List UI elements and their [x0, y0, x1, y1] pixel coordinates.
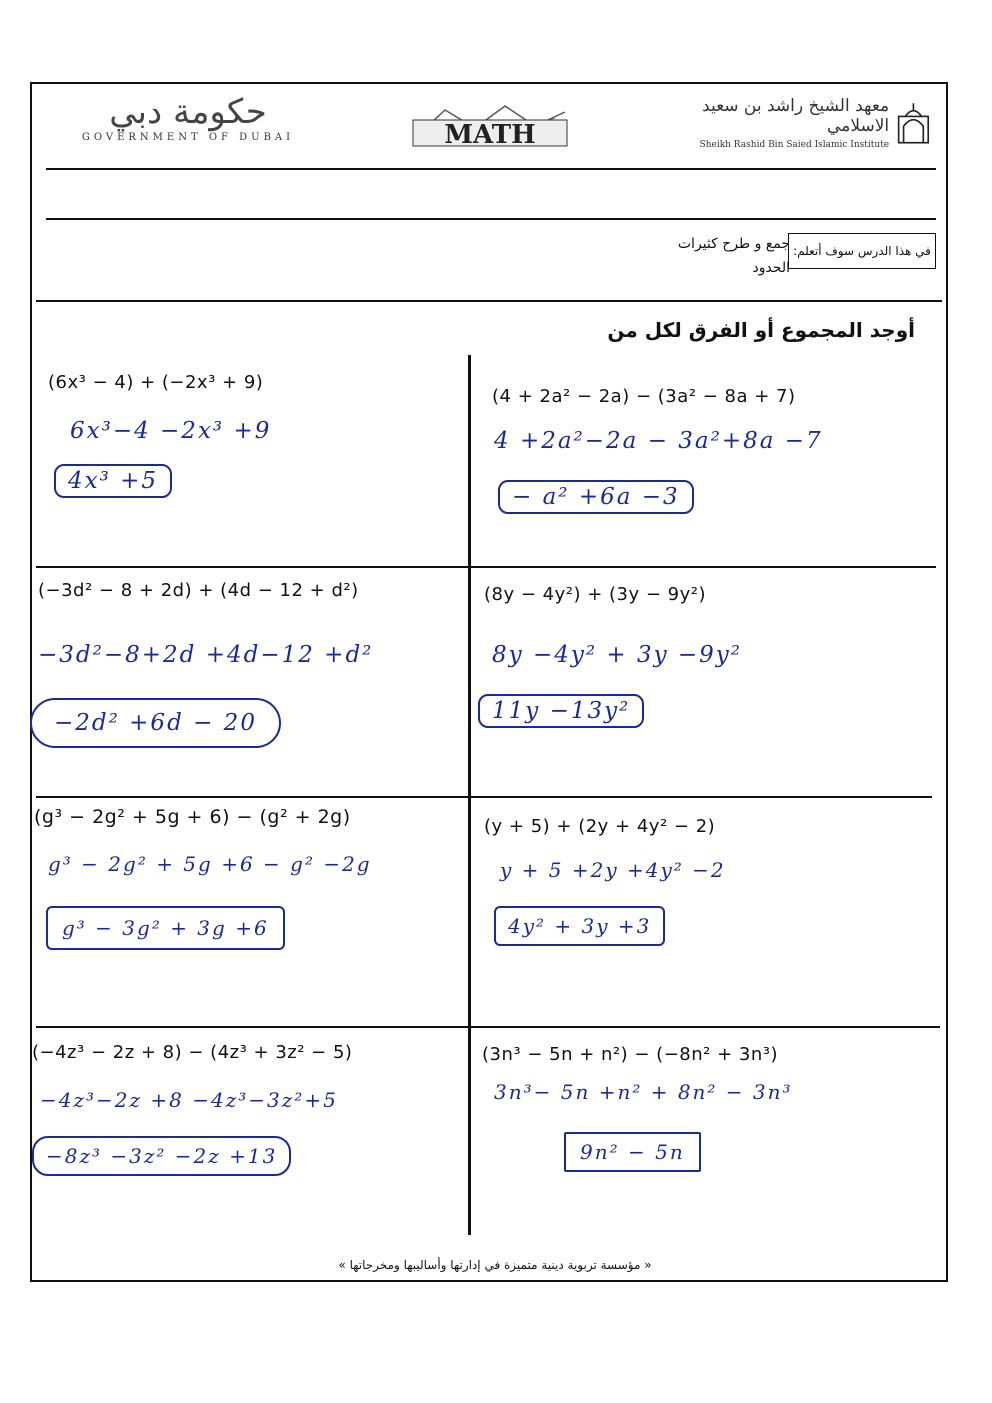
lesson-rule [36, 300, 942, 302]
problem-5-work: g³ − 2g² + 5g +6 − g² −2g [48, 852, 372, 876]
left-logo-english: GOVERNMENT OF DUBAI [81, 132, 295, 143]
problem-3-expression: (−3d² − 8 + 2d) + (4d − 12 + d²) [38, 580, 359, 601]
grid-row-divider-2 [36, 796, 932, 798]
problem-2-answer: − a² +6a −3 [498, 480, 694, 514]
problem-5-expression: (g³ − 2g² + 5g + 6) − (g² + 2g) [34, 806, 351, 828]
lesson-topic-line1: جمع و طرح كثيرات [677, 236, 790, 252]
right-logo-arabic: معهد الشيخ راشد بن سعيد الاسلامي [702, 96, 890, 136]
footer-motto: « مؤسسة تربوية دينية متميزة في إدارتها وأساليبها ومخرجاتها » [338, 1258, 652, 1272]
mosque-icon [897, 97, 930, 149]
problem-4-work: 8y −4y² + 3y −9y² [492, 642, 743, 668]
problem-6-expression: (y + 5) + (2y + 4y² − 2) [484, 816, 716, 837]
problem-7-expression: (−4z³ − 2z + 8) − (4z³ + 3z² − 5) [32, 1042, 353, 1063]
grid-row-divider-3 [36, 1026, 940, 1028]
problem-8-work: 3n³− 5n +n² + 8n² − 3n³ [494, 1080, 793, 1104]
problem-7-work: −4z³−2z +8 −4z³−3z²+5 [40, 1088, 338, 1112]
instruction-heading: أوجد المجموع أو الفرق لكل من [607, 318, 915, 342]
problem-4-answer: 11y −13y² [478, 694, 644, 728]
grid-vertical-divider [468, 355, 471, 1235]
math-logo-text: MATH [444, 120, 536, 150]
problem-8-expression: (3n³ − 5n + n²) − (−8n² + 3n³) [482, 1044, 778, 1065]
math-logo [405, 98, 575, 158]
problem-2-expression: (4 + 2a² − 2a) − (3a² − 8a + 7) [492, 386, 796, 407]
grid-row-divider-1 [36, 566, 936, 568]
math-logo-graphic [405, 98, 575, 158]
problem-2-work: 4 +2a²−2a − 3a²+8a −7 [494, 428, 823, 454]
header-rule-2 [46, 218, 936, 220]
problem-1-expression: (6x³ − 4) + (−2x³ + 9) [48, 372, 264, 393]
problem-1-answer: 4x³ +5 [54, 464, 172, 498]
right-logo-english: Sheikh Rashid Bin Saied Islamic Institute [699, 140, 890, 150]
institute-logo [680, 96, 930, 156]
problem-3-answer: −2d² +6d − 20 [30, 698, 281, 748]
problem-7-answer: −8z³ −3z² −2z +13 [32, 1136, 291, 1176]
header-rule-1 [46, 168, 936, 170]
problem-8-answer: 9n² − 5n [564, 1132, 701, 1172]
lesson-objective-box: في هذا الدرس سوف أتعلم: [788, 233, 936, 269]
lesson-topic [600, 232, 790, 280]
problem-1-work: 6x³−4 −2x³ +9 [70, 418, 272, 444]
problem-3-work: −3d²−8+2d +4d−12 +d² [38, 642, 374, 668]
lesson-topic-line2: الحدود [752, 260, 790, 276]
left-logo-arabic: حكومة دبي [109, 92, 267, 132]
problem-4-expression: (8y − 4y²) + (3y − 9y²) [484, 584, 707, 605]
problem-6-answer: 4y² + 3y +3 [494, 906, 665, 946]
problem-6-work: y + 5 +2y +4y² −2 [500, 858, 726, 882]
government-of-dubai-logo [58, 92, 318, 148]
problem-5-answer: g³ − 3g² + 3g +6 [46, 906, 285, 950]
